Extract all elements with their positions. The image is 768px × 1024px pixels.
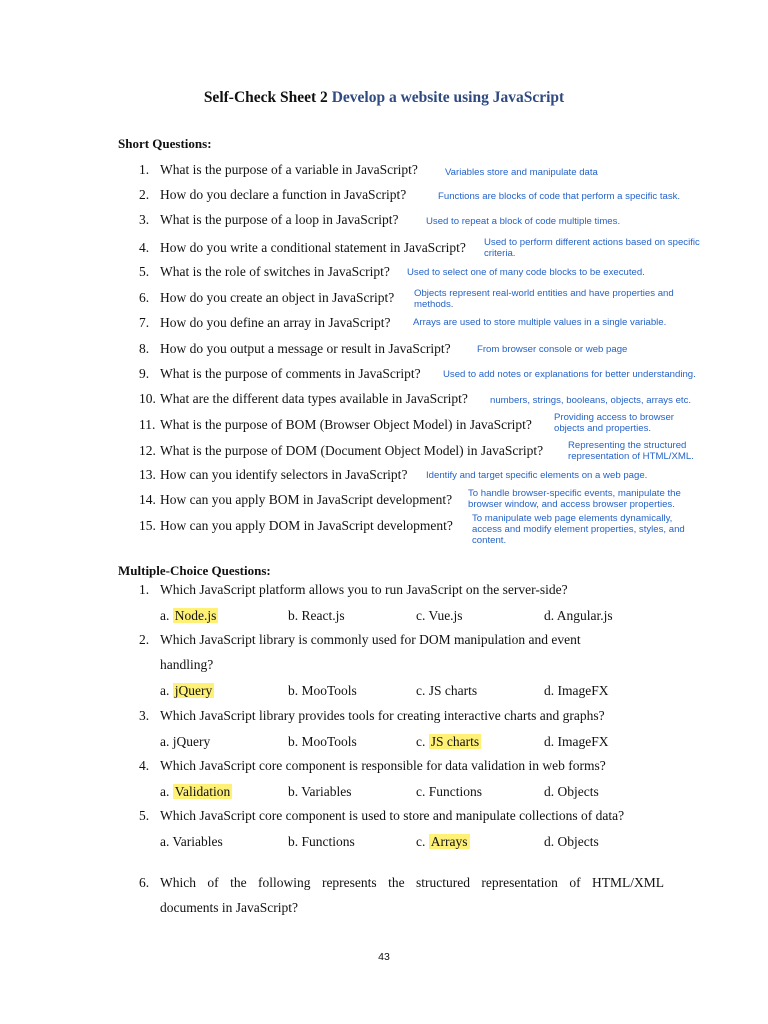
- answer-line: objects and properties.: [554, 423, 652, 434]
- question-text: How do you create an object in JavaScript?: [160, 290, 395, 305]
- mcq-question-text: Which JavaScript platform allows you to run JavaScript on the server-side?: [160, 582, 568, 597]
- question-text: How do you declare a function in JavaScript?: [160, 187, 407, 202]
- mcq-number: 3.: [139, 708, 150, 723]
- option-letter: a.: [160, 608, 173, 623]
- mcq-option-b: [288, 683, 357, 699]
- handwritten-answer: [407, 267, 645, 278]
- question-number: 4.: [139, 240, 150, 255]
- mcq-question-text: documents in JavaScript?: [160, 900, 298, 915]
- mcq-number: 5.: [139, 808, 150, 823]
- answer-line: browser window, and access browser properties.: [468, 499, 675, 510]
- page-number: 43: [378, 951, 390, 963]
- handwritten-answer: [490, 395, 691, 406]
- mcq-question-text: handling?: [160, 657, 214, 672]
- mcq-question-text: Which JavaScript library is commonly used for DOM manipulation and event: [160, 632, 581, 647]
- title-accent: Develop a website using JavaScript: [331, 89, 565, 106]
- mcq-heading: Multiple-Choice Questions:: [118, 563, 271, 578]
- question-number: 15.: [139, 518, 156, 533]
- option-text: ImageFX: [557, 683, 609, 698]
- option-text: Functions: [301, 834, 355, 849]
- short-question-8: [139, 341, 451, 357]
- mcq-option-a: [160, 608, 218, 624]
- answer-line: From browser console or web page: [477, 344, 628, 355]
- mcq-number: 2.: [139, 632, 150, 647]
- mcq-option-d: [544, 608, 613, 624]
- mcq-option-c: [416, 608, 463, 624]
- option-text: Variables: [172, 834, 223, 849]
- question-number: 5.: [139, 264, 150, 279]
- mcq-option-c: [416, 784, 482, 800]
- handwritten-answer: [413, 317, 666, 328]
- question-number: 12.: [139, 443, 156, 458]
- handwritten-answer: [443, 369, 696, 380]
- mcq-option-d: [544, 784, 599, 800]
- answer-line: Providing access to browser: [554, 412, 674, 423]
- option-text: JS charts: [430, 734, 480, 749]
- question-text: What are the different data types available in JavaScript?: [160, 391, 468, 406]
- mcq-number: 6.: [139, 875, 150, 890]
- mcq-question-text: Which JavaScript core component is responsible for data validation in web forms?: [160, 758, 606, 773]
- answer-line: Objects represent real-world entities and have properties and: [414, 288, 674, 299]
- short-question-6: [139, 290, 394, 306]
- option-text: Vue.js: [428, 608, 463, 623]
- short-question-15: [139, 518, 453, 534]
- question-text: What is the purpose of comments in JavaScript?: [160, 366, 421, 381]
- option-letter: a.: [160, 834, 173, 849]
- mcq-option-a: [160, 784, 232, 800]
- option-letter: b.: [288, 834, 302, 849]
- handwritten-answer: [414, 288, 674, 310]
- option-text: jQuery: [174, 683, 213, 698]
- option-text: JS charts: [428, 683, 478, 698]
- short-question-2: [139, 187, 406, 203]
- option-letter: a.: [160, 784, 173, 799]
- question-number: 2.: [139, 187, 150, 202]
- option-letter: b.: [288, 608, 302, 623]
- mcq-option-c: [416, 683, 477, 699]
- answer-line: Used to repeat a block of code multiple times.: [426, 216, 621, 227]
- answer-line: content.: [472, 535, 507, 546]
- mcq-option-c: [416, 734, 481, 750]
- option-text: Validation: [174, 784, 231, 799]
- option-letter: b.: [288, 734, 302, 749]
- option-text: React.js: [301, 608, 345, 623]
- question-number: 8.: [139, 341, 150, 356]
- question-text: How can you identify selectors in JavaScript?: [160, 467, 408, 482]
- question-number: 14.: [139, 492, 156, 507]
- question-text: How do you define an array in JavaScript?: [160, 315, 391, 330]
- option-text: Angular.js: [556, 608, 613, 623]
- mcq-question-text: Which JavaScript library provides tools for creating interactive charts and graphs?: [160, 708, 605, 723]
- option-letter: c.: [416, 683, 429, 698]
- short-question-1: [139, 162, 418, 178]
- option-text: Objects: [557, 784, 599, 799]
- answer-line: Identify and target specific elements on a web page.: [426, 470, 648, 481]
- short-question-12: [139, 443, 543, 459]
- short-question-5: [139, 264, 390, 280]
- short-questions-heading: Short Questions:: [118, 136, 212, 151]
- title-main: Self-Check Sheet 2: [203, 89, 328, 106]
- short-question-11: [139, 417, 532, 433]
- option-letter: c.: [416, 734, 429, 749]
- option-letter: c.: [416, 834, 429, 849]
- option-text: MooTools: [301, 734, 357, 749]
- option-letter: b.: [288, 683, 302, 698]
- answer-line: methods.: [414, 299, 454, 310]
- question-number: 9.: [139, 366, 150, 381]
- option-text: Objects: [557, 834, 599, 849]
- option-text: Arrays: [430, 834, 468, 849]
- question-number: 6.: [139, 290, 150, 305]
- mcq-option-b: [288, 784, 352, 800]
- short-question-4: [139, 240, 466, 256]
- option-text: MooTools: [301, 683, 357, 698]
- option-text: Node.js: [174, 608, 217, 623]
- handwritten-answer: [426, 216, 620, 227]
- short-question-7: [139, 315, 391, 331]
- question-number: 1.: [139, 162, 150, 177]
- question-text: What is the role of switches in JavaScript?: [160, 264, 390, 279]
- option-letter: b.: [288, 784, 302, 799]
- question-number: 10.: [139, 391, 156, 406]
- option-letter: a.: [160, 734, 173, 749]
- answer-line: Used to perform different actions based on specific: [484, 237, 700, 248]
- question-number: 11.: [139, 417, 156, 432]
- question-number: 7.: [139, 315, 150, 330]
- mcq-option-d: [544, 734, 609, 750]
- short-question-14: [139, 492, 452, 508]
- option-letter: d.: [544, 734, 558, 749]
- answer-line: To manipulate web page elements dynamically,: [472, 513, 673, 524]
- question-text: How can you apply DOM in JavaScript development?: [160, 518, 453, 533]
- question-text: What is the purpose of a variable in JavaScript?: [160, 162, 418, 177]
- answer-line: Functions are blocks of code that perform a specific task.: [438, 191, 681, 202]
- short-question-10: [139, 391, 468, 407]
- page-title: [0, 89, 768, 107]
- handwritten-answer: [477, 344, 627, 355]
- option-letter: d.: [544, 608, 557, 623]
- mcq-option-a: [160, 834, 223, 850]
- answer-line: criteria.: [484, 248, 516, 259]
- short-question-9: [139, 366, 421, 382]
- handwritten-answer: [445, 167, 598, 178]
- handwritten-answer: [438, 191, 680, 202]
- handwritten-answer: [484, 237, 700, 259]
- answer-line: Used to add notes or explanations for better understanding.: [443, 369, 696, 380]
- question-number: 13.: [139, 467, 156, 482]
- question-text: What is the purpose of a loop in JavaScript?: [160, 212, 399, 227]
- option-letter: d.: [544, 784, 558, 799]
- answer-line: Arrays are used to store multiple values in a single variable.: [413, 317, 667, 328]
- option-text: jQuery: [172, 734, 211, 749]
- mcq-number: 4.: [139, 758, 150, 773]
- option-letter: d.: [544, 683, 558, 698]
- handwritten-answer: [554, 412, 674, 434]
- short-question-3: [139, 212, 398, 228]
- short-question-13: [139, 467, 407, 483]
- answer-line: representation of HTML/XML.: [568, 451, 694, 462]
- answer-line: access and modify element properties, styles, and: [472, 524, 685, 535]
- question-text: How do you output a message or result in JavaScript?: [160, 341, 451, 356]
- option-letter: c.: [416, 608, 429, 623]
- option-text: ImageFX: [557, 734, 609, 749]
- question-text: How can you apply BOM in JavaScript development?: [160, 492, 453, 507]
- question-text: How do you write a conditional statement in JavaScript?: [160, 240, 466, 255]
- mcq-question-text: Which of the following represents the structured representation of HTML/XML: [160, 875, 664, 890]
- answer-line: Used to select one of many code blocks to be executed.: [407, 267, 645, 278]
- handwritten-answer: [468, 488, 681, 510]
- mcq-option-a: [160, 734, 210, 750]
- answer-line: To handle browser-specific events, manipulate the: [468, 488, 681, 499]
- mcq-option-d: [544, 834, 599, 850]
- mcq-number: 1.: [139, 582, 150, 597]
- question-text: What is the purpose of BOM (Browser Object Model) in JavaScript?: [160, 417, 532, 432]
- mcq-option-d: [544, 683, 609, 699]
- answer-line: numbers, strings, booleans, objects, arrays etc.: [490, 395, 692, 406]
- option-letter: a.: [160, 683, 173, 698]
- handwritten-answer: [426, 470, 647, 481]
- handwritten-answer: [472, 513, 685, 546]
- mcq-option-a: [160, 683, 214, 699]
- mcq-option-b: [288, 834, 355, 850]
- answer-line: Variables store and manipulate data: [445, 167, 598, 178]
- option-letter: d.: [544, 834, 558, 849]
- option-text: Functions: [428, 784, 483, 799]
- question-text: What is the purpose of DOM (Document Object Model) in JavaScript?: [160, 443, 544, 458]
- answer-line: Representing the structured: [568, 440, 687, 451]
- handwritten-answer: [568, 440, 694, 462]
- question-number: 3.: [139, 212, 150, 227]
- option-text: Variables: [301, 784, 352, 799]
- mcq-option-b: [288, 734, 357, 750]
- mcq-question-text: Which JavaScript core component is used to store and manipulate collections of data?: [160, 808, 625, 823]
- mcq-option-b: [288, 608, 345, 624]
- mcq-option-c: [416, 834, 470, 850]
- option-letter: c.: [416, 784, 429, 799]
